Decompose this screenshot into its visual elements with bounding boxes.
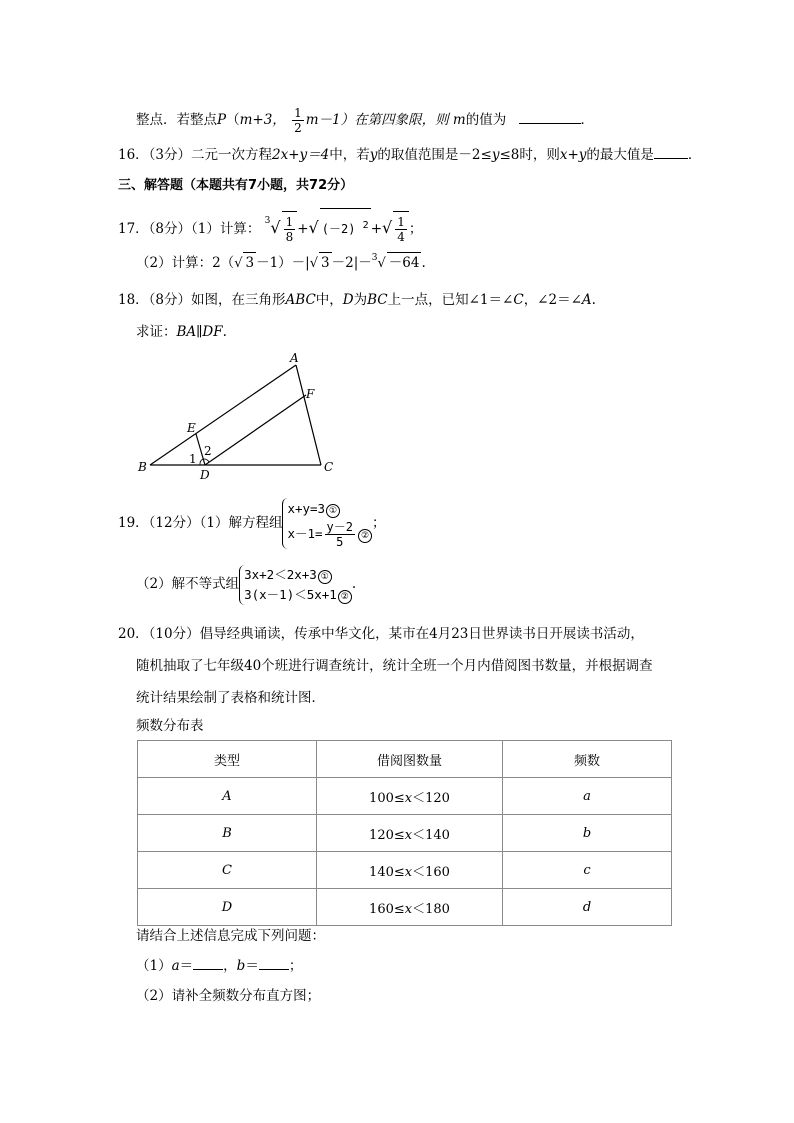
angle-1-arc [200, 459, 203, 465]
q16-line: 16．（3分）二元一次方程2x+y＝4中，若y的取值范围是－2≤y≤8时，则x+y的最大值是 ． [118, 147, 702, 163]
q18-proof: 求证：BA∥DF. [136, 324, 227, 340]
segment-AC [296, 365, 321, 465]
q19-part1: 19．（12分）（1）解方程组 x+y=3 ① x－1= $\frac{y-2}{5}$ ② ； [118, 493, 385, 553]
label-F: F [306, 387, 315, 401]
label-B: B [138, 460, 147, 474]
triangle-figure [130, 345, 350, 485]
q18-line: 18．（8分）如图，在三角形ABC中，D为BC上一点，已知∠1＝∠C，∠2＝∠A. [118, 292, 596, 308]
q20-part1: （1）a＝ ，b＝ ； [136, 958, 303, 974]
header-count: 借阅图数量 [317, 741, 503, 778]
table-row: A 100≤x＜120 a [138, 778, 672, 815]
fraction-half: $\frac{1}{2}$ [294, 106, 302, 135]
table-row: B 120≤x＜140 b [138, 815, 672, 852]
equation-system: x+y=3 ① x－1= $\frac{y-2}{5}$ ② [282, 498, 372, 549]
q19-part2: （2）解不等式组 3x+2＜2x+3 ① 3(x－1)＜5x+1 ② . [136, 563, 356, 605]
header-type: 类型 [138, 741, 317, 778]
answer-blank-b[interactable] [259, 957, 289, 970]
label-angle-2: 2 [204, 444, 212, 458]
table-header-row [138, 741, 672, 778]
q17-part2: （2）计算：2（√ 3 －1）－|√ 3 －2|－$^3$√ －64 . [136, 253, 426, 271]
q15-line: 整点．若整点P（m+3， $\frac{1}{2}$ m－1）在第四象限，则 m的值为 ． [136, 106, 595, 135]
frequency-table [137, 740, 672, 926]
table-row: D 160≤x＜180 d [138, 889, 672, 926]
label-C: C [324, 460, 334, 474]
label-E: E [187, 421, 196, 435]
header-frequency: 频数 [503, 741, 672, 778]
label-A: A [290, 351, 299, 365]
answer-blank[interactable] [654, 146, 688, 159]
q20-line1: 20．（10分）倡导经典诵读，传承中华文化，某市在4月23日世界读书日开展读书活动， [118, 626, 644, 642]
q17-part1: 17．（8分）（1）计算： $^3$√ $\frac{1}{8}$ +√ (－2) $^2$ +√ $\frac{1}{4}$ ； [118, 208, 422, 246]
q20-line2: 随机抽取了七年级40个班进行调查统计，统计全班一个月内借阅图书数量，并根据调查 [136, 658, 653, 674]
q20-line3: 统计结果绘制了表格和统计图． [136, 690, 325, 706]
segment-DF [205, 395, 306, 465]
inequality-system: 3x+2＜2x+3 ① 3(x－1)＜5x+1 ② [239, 565, 352, 605]
table-row: C 140≤x＜160 c [138, 852, 672, 889]
table-title: 频数分布表 [136, 718, 204, 734]
q20-part2: （2）请补全频数分布直方图； [136, 988, 321, 1004]
section-title: 三、解答题（本题共有7小题，共72分） [118, 178, 354, 193]
label-D: D [200, 468, 210, 482]
label-angle-1: 1 [189, 452, 197, 466]
segment-BA [150, 365, 296, 465]
answer-blank-a[interactable] [193, 957, 223, 970]
answer-blank[interactable] [519, 111, 581, 124]
instructions: 请结合上述信息完成下列问题： [136, 928, 325, 944]
